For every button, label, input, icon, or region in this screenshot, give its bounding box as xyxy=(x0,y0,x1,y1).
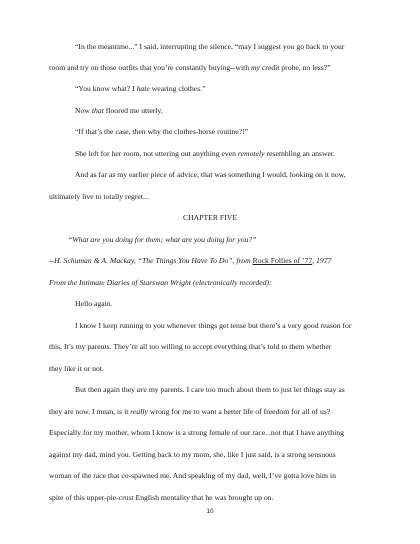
para-line xyxy=(75,171,346,179)
text-segment: Now xyxy=(75,106,92,115)
text-segment: room and try on those outfits that you’re constantly buying--with xyxy=(49,63,251,72)
text-segment: ultimately live to totally regret... xyxy=(49,192,149,201)
para-line xyxy=(49,451,336,459)
italic-text: really xyxy=(130,407,148,416)
text-segment: She left for her room, not uttering out anything even xyxy=(75,149,238,158)
text-segment: they like it or not. xyxy=(49,364,104,373)
text-segment: against my dad, mind you. Getting back to my mom, she, like I just said, is a strong sensuous xyxy=(49,450,336,459)
text-segment: “In the meantime...” I said, interrupting the silence, “may I suggest you go back to your xyxy=(75,42,345,51)
underlined-title: Rock Follies of ’77 xyxy=(252,256,313,265)
para-line xyxy=(49,193,149,201)
italic-text: remotely xyxy=(237,149,265,158)
text-segment: And as far as my earlier piece of advice, that was something I would, looking on it now, xyxy=(75,170,346,179)
text-segment: they are now. I mean, is it xyxy=(49,407,131,416)
diary-source-line xyxy=(49,279,272,287)
para-line xyxy=(49,408,330,416)
text-segment: my parents. I care too much about them to just let things stay as xyxy=(146,385,345,394)
para-line xyxy=(49,472,336,480)
text-segment: spite of this upper-pie-crust English mentality that he was brought up on. xyxy=(49,493,274,502)
para-line xyxy=(75,150,335,158)
text-segment: “You know what? I xyxy=(75,84,137,93)
epigraph-attribution xyxy=(49,257,331,265)
italic-text: hate xyxy=(136,84,150,93)
para-line xyxy=(75,322,351,330)
text-segment: wrong for me to want a better life of freedom for all of us? xyxy=(147,407,331,416)
para-line xyxy=(75,43,344,51)
italic-text: are xyxy=(136,385,147,394)
para-line xyxy=(49,343,331,351)
italic-text: --H. Schuman & A. Mackay, “The Things You Have To Do”, from xyxy=(49,256,253,265)
text-segment: I know I keep running to you whenever things get tense but there’s a very good reason for xyxy=(75,321,352,330)
italic-text: that xyxy=(91,106,104,115)
para-line xyxy=(49,429,344,437)
chapter-heading xyxy=(0,214,420,222)
para-line xyxy=(75,386,345,394)
text-segment: woman of the race that co-spawned me. And speaking of my dad, well, I’ve gotta love him in xyxy=(49,471,336,480)
para-line xyxy=(49,494,273,502)
para-line xyxy=(49,64,331,72)
italic-text: my xyxy=(250,63,260,72)
text-segment: Hello again. xyxy=(75,299,113,308)
text-segment: CHAPTER FIVE xyxy=(182,213,238,222)
text-segment: floored me utterly. xyxy=(103,106,163,115)
text-segment: credit probe, no less?” xyxy=(259,63,331,72)
text-segment: “If that’s the case, then why the clothes-horse routine?!” xyxy=(75,127,249,136)
text-segment: wearing clothes.” xyxy=(149,84,206,93)
para-line xyxy=(75,128,248,136)
text-segment: But then again they xyxy=(75,385,137,394)
text-segment: this. It’s my parents. They’re all too willing to accept everything that’s told to them whether xyxy=(49,342,332,351)
epigraph-quote xyxy=(68,236,256,244)
text-segment: resembling an answer. xyxy=(264,149,335,158)
text-segment: Especially for my mother, whom I know is a strong female of our race...not that I have anything xyxy=(49,428,344,437)
para-line xyxy=(75,107,163,115)
page-number: 10 xyxy=(206,508,214,515)
italic-text: , 1977 xyxy=(312,256,332,265)
para-line xyxy=(75,85,206,93)
para-line xyxy=(75,300,113,308)
italic-text: “What are you doing for them; what are you doing for you?” xyxy=(68,235,257,244)
para-line xyxy=(49,365,104,373)
italic-text: From the Intimate Diaries of Starswan Wright (electronically recorded): xyxy=(49,278,272,287)
